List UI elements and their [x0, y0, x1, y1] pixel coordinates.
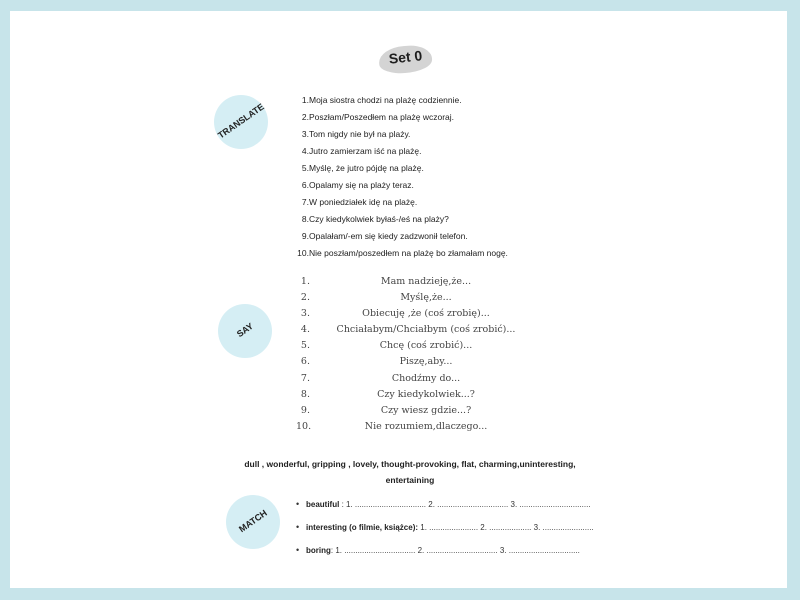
- item-number: 5.: [301, 163, 309, 173]
- list-item: [296, 354, 536, 370]
- item-text: Nie poszłam/poszedłem na plażę bo złamałam nogę.: [309, 248, 508, 258]
- item-text: W poniedziałek idę na plażę.: [309, 197, 418, 207]
- item-text: Tom nigdy nie był na plaży.: [309, 129, 411, 139]
- item-number: 3.: [301, 129, 309, 139]
- item-text: Nie rozumiem,dlaczego...: [364, 420, 488, 432]
- item-number: 5.: [300, 340, 310, 352]
- item-text: Myślę,że...: [400, 292, 452, 304]
- item-text: Mam nadzieję,że...: [380, 276, 472, 287]
- list-item: [297, 144, 508, 161]
- list-item: [296, 371, 536, 387]
- list-item: [297, 127, 508, 144]
- match-label: boring: [306, 546, 331, 555]
- item-text: Chciałabym/Chciałbym (coś zrobić)...: [336, 324, 516, 336]
- item-number: 8.: [300, 388, 310, 400]
- list-item: [296, 338, 536, 354]
- word-bank-line: entertaining: [385, 475, 435, 485]
- list-item: [297, 212, 508, 229]
- item-text: Czy kiedykolwiek byłaś-/eś na plaży?: [309, 214, 449, 224]
- item-number: 9.: [301, 231, 309, 241]
- item-text: Opalałam/-em się kiedy zadzwonił telefon.: [309, 231, 468, 241]
- list-item: [297, 229, 508, 246]
- item-number: 1.: [300, 276, 310, 287]
- answer-blanks: : 1. ................................ 2. ................................ 3. ................................: [330, 546, 580, 555]
- item-number: 9.: [300, 404, 310, 416]
- set-title: Set 0: [388, 47, 423, 67]
- list-item: [297, 161, 508, 178]
- item-text: Myślę, że jutro pójdę na plażę.: [309, 163, 424, 173]
- say-list: [296, 274, 536, 435]
- item-number: 10.: [296, 420, 312, 432]
- match-label: beautiful: [306, 500, 340, 509]
- list-item: [296, 274, 536, 290]
- match-list: [296, 497, 594, 566]
- translate-list: [297, 93, 508, 263]
- bullet-icon: •: [296, 522, 300, 532]
- item-text: Czy kiedykolwiek...?: [377, 388, 475, 400]
- item-number: 7.: [300, 372, 310, 384]
- item-text: Obiecuję ,że (coś zrobię)...: [362, 308, 490, 320]
- bullet-icon: •: [296, 499, 300, 509]
- match-section-label: MATCH: [237, 507, 269, 535]
- item-number: 6.: [300, 356, 310, 368]
- item-number: 10.: [297, 248, 309, 258]
- list-item: [296, 543, 594, 566]
- item-text: Chcę (coś zrobić)...: [379, 340, 473, 352]
- match-word-bank: [230, 456, 590, 488]
- match-label: interesting (o filmie, książce):: [306, 523, 419, 532]
- item-number: 8.: [301, 214, 309, 224]
- item-text: Moja siostra chodzi na plażę codziennie.: [309, 95, 462, 105]
- item-text: Piszę,aby...: [399, 356, 453, 368]
- item-text: Chodźmy do...: [391, 372, 461, 384]
- item-number: 4.: [300, 324, 310, 336]
- item-number: 6.: [301, 180, 309, 190]
- list-item: [296, 497, 594, 520]
- list-item: [297, 195, 508, 212]
- list-item: [297, 93, 508, 110]
- item-number: 2.: [300, 292, 310, 304]
- item-text: Jutro zamierzam iść na plażę.: [309, 146, 422, 156]
- list-item: [297, 246, 508, 263]
- item-text: Poszłam/Poszedłem na plażę wczoraj.: [309, 112, 455, 122]
- word-bank-line: dull , wonderful, gripping , lovely, thought-provoking, flat, charming,uninteresting,: [244, 459, 576, 469]
- list-item: [296, 387, 536, 403]
- item-number: 4.: [301, 146, 309, 156]
- list-item: [296, 322, 536, 338]
- item-number: 3.: [300, 308, 310, 320]
- list-item: [296, 419, 536, 435]
- item-number: 2.: [301, 112, 309, 122]
- item-text: Czy wiesz gdzie...?: [380, 404, 472, 416]
- list-item: [296, 290, 536, 306]
- item-text: Opalamy się na plaży teraz.: [309, 180, 414, 190]
- answer-blanks: 1. ...................... 2. ................... 3. .......................: [418, 523, 594, 532]
- list-item: [296, 306, 536, 322]
- list-item: [296, 403, 536, 419]
- list-item: [296, 520, 594, 543]
- item-number: 7.: [301, 197, 309, 207]
- say-section-label: SAY: [234, 320, 256, 340]
- answer-blanks: : 1. ................................ 2. ................................ 3. ................................: [339, 500, 591, 509]
- translate-section-label: TRANSLATE: [216, 101, 266, 141]
- item-number: 1.: [301, 95, 309, 105]
- list-item: [297, 110, 508, 127]
- bullet-icon: •: [296, 545, 300, 555]
- list-item: [297, 178, 508, 195]
